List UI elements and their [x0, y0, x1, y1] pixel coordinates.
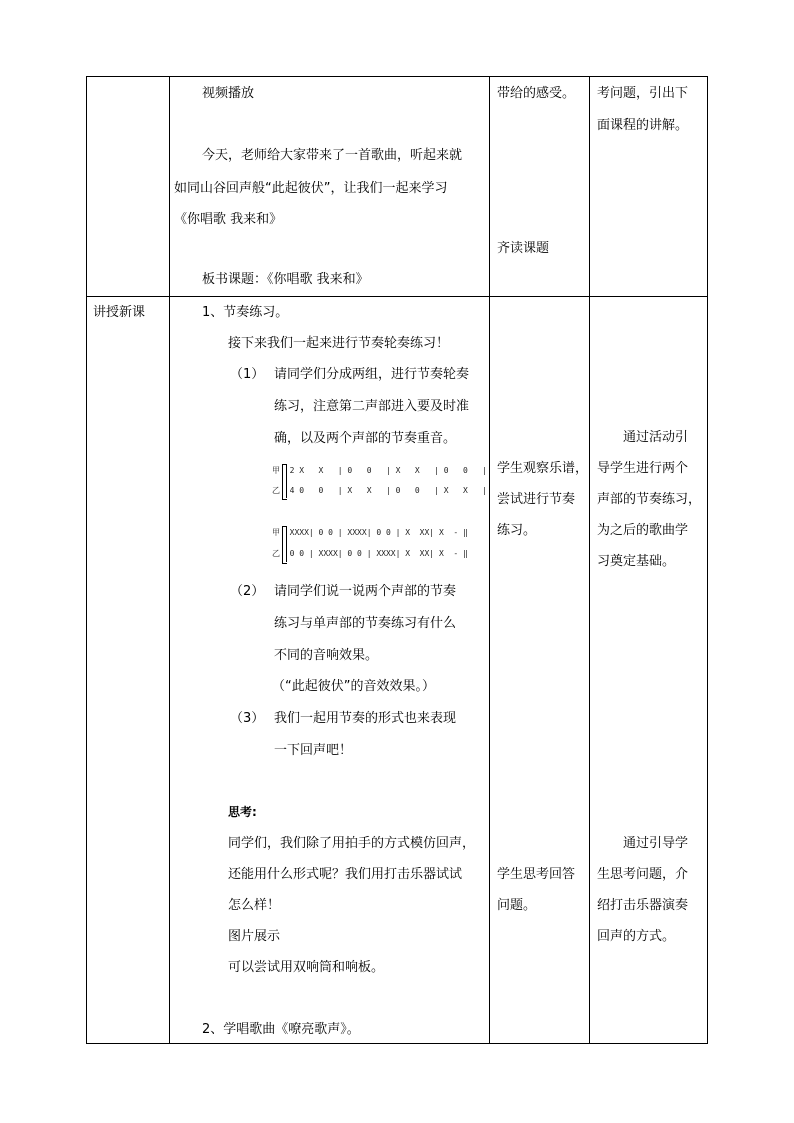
- try-instruments: 可以尝试用双响筒和响板。: [228, 960, 385, 975]
- student-activity-read-title: 齐读课题: [497, 241, 550, 256]
- score-2-part-a: 甲 XXXX| 0 0 | XXXX| 0 0 | X XX| X - ‖: [272, 528, 468, 537]
- table-left-border: [86, 76, 87, 1044]
- think-line-2: 还能用什么形式呢？我们用打击乐器试试: [228, 867, 463, 882]
- student-activity-a3: 练习。: [497, 523, 537, 538]
- think-title: 思考:: [228, 805, 257, 819]
- item2-title: 2、学唱歌曲《嘹亮歌声》。: [202, 1022, 360, 1037]
- student-activity-b1: 学生思考回答: [497, 867, 576, 882]
- column-divider-2: [489, 76, 490, 1044]
- step3-number: （3）: [230, 711, 265, 726]
- board-title: 板书课题：《你唱歌 我来和》: [202, 272, 369, 287]
- item1-intro: 接下来我们一起来进行节奏轮奏练习！: [228, 336, 450, 351]
- column-divider-1: [169, 76, 170, 1044]
- step3-line-1: 我们一起用节奏的形式也来表现: [274, 711, 457, 726]
- intent-a1: 通过活动引: [623, 430, 689, 445]
- step1-number: （1）: [230, 367, 265, 382]
- table-top-border: [86, 76, 708, 77]
- student-activity-feeling: 带给的感受。: [497, 86, 576, 101]
- intro-line-1: 今天，老师给大家带来了一首歌曲，听起来就: [202, 148, 463, 163]
- step1-line-2: 练习，注意第二声部进入要及时准: [274, 399, 470, 414]
- intent-b4: 回声的方式。: [597, 929, 676, 944]
- rhythm-score-2: [272, 524, 484, 566]
- intent-b2: 生思考问题，介: [597, 867, 689, 882]
- step3-line-2: 一下回声吧！: [274, 743, 353, 758]
- intent-a2: 导学生进行两个: [597, 461, 689, 476]
- section-label: 讲授新课: [93, 305, 146, 320]
- intent-a4: 为之后的歌曲学: [597, 523, 689, 538]
- intro-line-2: 如同山谷回声般“此起彼伏”，让我们一起来学习: [174, 181, 448, 196]
- step1-line-3: 确，以及两个声部的节奏重音。: [274, 431, 457, 446]
- intent-line-2: 面课程的讲解。: [597, 118, 689, 133]
- score-1-part-a: 甲 2 X X | 0 0 | X X | 0 0 |: [272, 466, 488, 475]
- step2-number: （2）: [230, 584, 265, 599]
- think-line-3: 怎么样！: [228, 898, 281, 913]
- student-activity-a2: 尝试进行节奏: [497, 492, 576, 507]
- score-2-part-b: 乙 0 0 | XXXX| 0 0 | XXXX| X XX| X - ‖: [272, 549, 468, 558]
- step1-line-1: 请同学们分成两组，进行节奏轮奏: [274, 367, 470, 382]
- intent-a3: 声部的节奏练习，: [597, 492, 702, 507]
- table-bottom-border: [86, 1043, 708, 1044]
- intent-line-1: 考问题，引出下: [597, 86, 689, 101]
- item1-title: 1、节奏练习。: [202, 305, 289, 320]
- intent-a5: 习奠定基础。: [597, 554, 676, 569]
- step2-line-3: 不同的音响效果。: [274, 648, 379, 663]
- step2-line-2: 练习与单声部的节奏练习有什么: [274, 616, 457, 631]
- student-activity-b2: 问题。: [497, 898, 537, 913]
- picture-show: 图片展示: [228, 929, 281, 944]
- score-1-part-b: 乙 4 0 0 | X X | 0 0 | X X |: [272, 486, 488, 495]
- column-divider-3: [589, 76, 590, 1044]
- rhythm-score-1: [272, 462, 488, 502]
- intent-b3: 绍打击乐器演奏: [597, 898, 689, 913]
- intent-b1: 通过引导学: [623, 836, 689, 851]
- step2-note: （“此起彼伏”的音效效果。）: [272, 679, 435, 694]
- intro-line-3: 《你唱歌 我来和》: [174, 212, 283, 227]
- row-divider: [86, 296, 708, 297]
- table-right-border: [707, 76, 708, 1044]
- step2-line-1: 请同学们说一说两个声部的节奏: [274, 584, 457, 599]
- video-label: 视频播放: [202, 86, 255, 101]
- student-activity-a1: 学生观察乐谱，: [497, 461, 589, 476]
- think-line-1: 同学们，我们除了用拍手的方式模仿回声，: [228, 836, 476, 851]
